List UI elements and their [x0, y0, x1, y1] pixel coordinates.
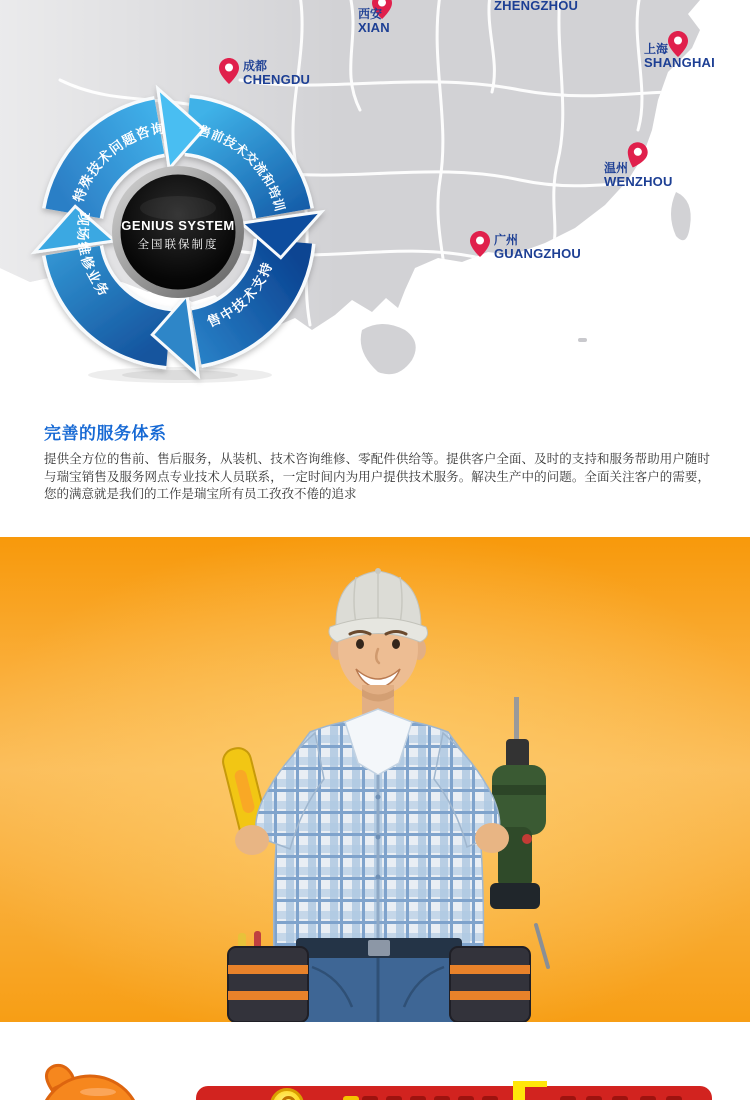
city-marker	[494, 234, 581, 260]
service-heading: 完善的服务体系	[44, 424, 167, 443]
segment-label-onsite-repair: 现场维修业务	[74, 211, 113, 301]
guangzhou-pin-icon	[470, 231, 490, 262]
segment-label-presale-training: 售前技术交流和培训	[196, 123, 287, 214]
cap	[329, 568, 428, 642]
button	[376, 795, 381, 800]
wenzhou-label-en: WENZHOU	[604, 174, 673, 189]
hub-subtitle: 全国联保制度	[137, 239, 219, 251]
service-paragraph: 提供全方位的售前、售后服务，从装机、技术咨询维修、零配件供给等。提供客户全面、及时的支持和服务帮助用户随时与瑞宝销售及服务网点专业技术人员联系，一定时间内为用户提供技术服务。解决生产中的问题。全面关注客户的需要，您的满意就是我们的工作是瑞宝所有员工孜孜不倦的追求	[44, 452, 710, 501]
handyman-illustration	[0, 537, 750, 1022]
banner-text-tip	[362, 1096, 378, 1100]
button	[376, 835, 381, 840]
mascot-highlight	[80, 1088, 116, 1096]
hub-gloss	[140, 196, 216, 220]
shanghai-label-zh: 上海	[644, 42, 669, 56]
hub-title: GENIUS SYSTEM	[121, 218, 235, 233]
chengdu-label-zh: 成都	[243, 59, 268, 73]
banner-text-tip	[386, 1096, 402, 1100]
city-marker	[358, 8, 390, 34]
banner-text-tip	[458, 1096, 474, 1100]
china-map-section	[0, 0, 750, 420]
xian-label-zh: 西安	[358, 7, 383, 21]
partial-yellow-numeral	[513, 1081, 547, 1100]
coin-icon	[268, 1088, 308, 1100]
banner-text-tip	[586, 1096, 602, 1100]
diagram-shadow-inner	[122, 370, 238, 380]
hainan-island	[361, 324, 416, 374]
service-cycle-diagram	[20, 78, 342, 390]
banner-text-tip	[612, 1096, 628, 1100]
drill-tool	[490, 697, 546, 909]
mascot-head	[28, 1060, 148, 1100]
wenzhou-label-zh: 温州	[604, 161, 629, 175]
promo-banner	[196, 1086, 712, 1100]
banner-text-tip	[410, 1096, 426, 1100]
city-marker	[644, 43, 715, 69]
banner-text-tip	[666, 1096, 682, 1100]
city-marker	[494, 0, 578, 12]
taiwan-island	[671, 192, 691, 240]
button	[376, 875, 381, 880]
segment-label-midsale-support: 售中技术支持	[204, 258, 276, 330]
segment-label-special-consulting: 特殊技术问题咨询	[70, 120, 167, 205]
xian-label-en: XIAN	[358, 20, 390, 35]
guangzhou-label-en: GUANGZHOU	[494, 246, 582, 261]
small-island-dot	[578, 338, 587, 342]
zhengzhou-label-en: ZHENGZHOU	[494, 0, 579, 13]
hand-right	[235, 825, 269, 855]
banner-text-tip	[482, 1096, 498, 1100]
city-marker	[604, 162, 673, 188]
handyman-hero	[0, 537, 750, 1022]
banner-text-tip	[560, 1096, 576, 1100]
hand-left	[475, 823, 509, 853]
banner-text-tip	[343, 1096, 359, 1100]
guangzhou-label-zh: 广州	[494, 233, 519, 247]
banner-text-tip	[640, 1096, 656, 1100]
bottom-strip	[0, 1022, 750, 1100]
shanghai-label-en: SHANGHAI	[644, 55, 715, 70]
chengdu-label-en: CHENGDU	[243, 72, 311, 87]
banner-text-tip	[434, 1096, 450, 1100]
